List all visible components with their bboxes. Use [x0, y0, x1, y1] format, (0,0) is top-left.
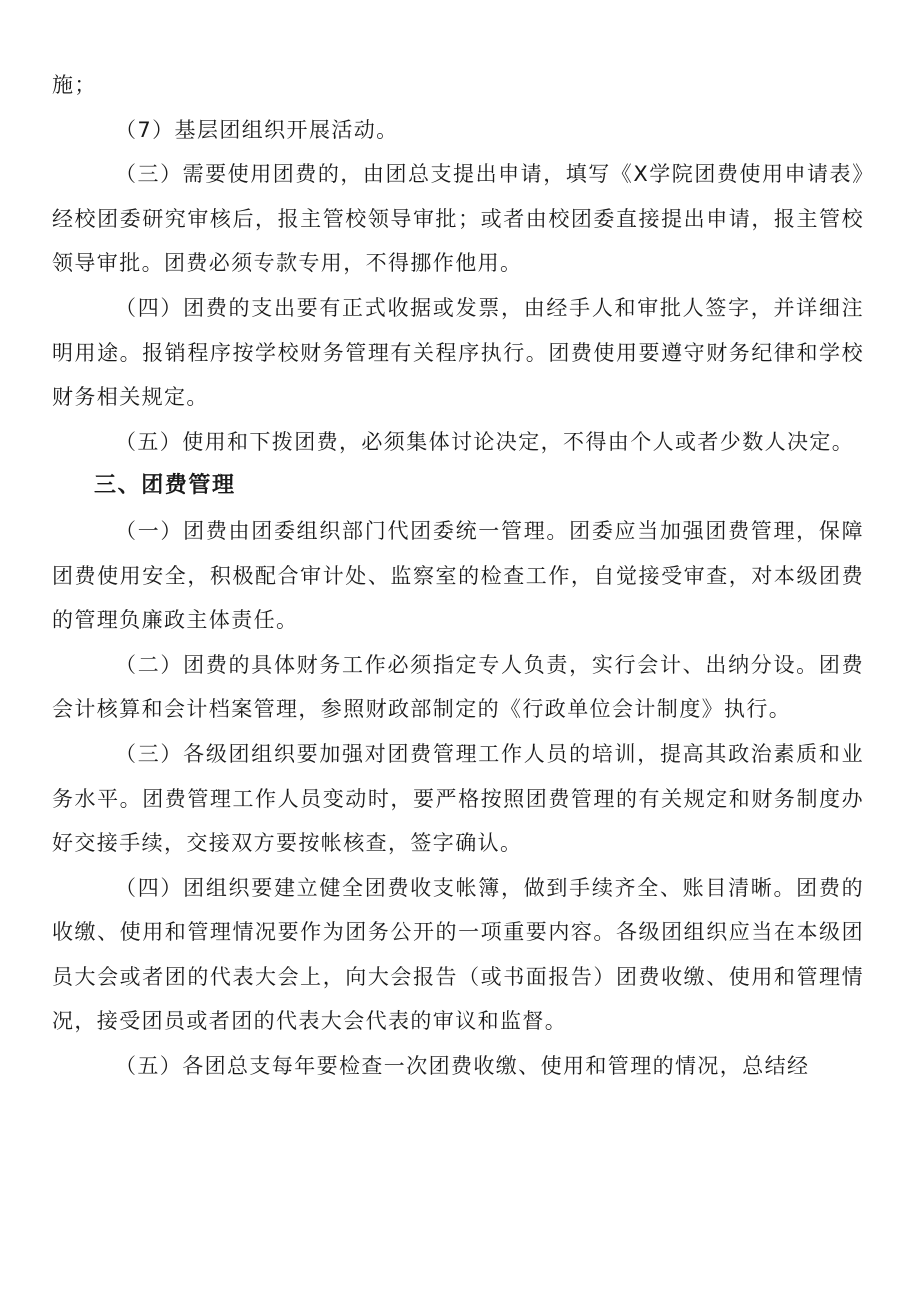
- paragraph-section-4: （四）团费的支出要有正式收据或发票，由经手人和审批人签字，并详细注明用途。报销程序按学校财务管理有关程序执行。团费使用要遵守财务纪律和学校财务相关规定。: [52, 295, 864, 410]
- paragraph-management-1: （一）团费由团委组织部门代团委统一管理。团委应当加强团费管理，保障团费使用安全，积极配合审计处、监察室的检查工作，自觉接受审查，对本级团费的管理负廉政主体责任。: [52, 518, 864, 633]
- paragraph-section-3: （三）需要使用团费的，由团总支提出申请，填写《X学院团费使用申请表》经校团委研究审核后，报主管校领导审批；或者由校团委直接提出申请，报主管校领导审批。团费必须专款专用，不得挪作他用。: [52, 162, 864, 276]
- section-heading-management: 三、团费管理: [94, 473, 236, 499]
- paragraph-continuation: 施；: [52, 73, 97, 97]
- paragraph-section-5: （五）使用和下拨团费，必须集体讨论决定，不得由个人或者少数人决定。: [115, 429, 855, 454]
- paragraph-item-7: （7）基层团组织开展活动。: [115, 117, 399, 142]
- paragraph-management-2: （二）团费的具体财务工作必须指定专人负责，实行会计、出纳分设。团费会计核算和会计档案管理，参照财政部制定的《行政单位会计制度》执行。: [52, 652, 864, 722]
- paragraph-management-3: （三）各级团组织要加强对团费管理工作人员的培训，提高其政治素质和业务水平。团费管理工作人员变动时，要严格按照团费管理的有关规定和财务制度办好交接手续，交接双方要按帐核查，签字确认。: [52, 741, 864, 856]
- paragraph-management-5: （五）各团总支每年要检查一次团费收缴、使用和管理的情况，总结经: [115, 1054, 810, 1079]
- paragraph-management-4: （四）团组织要建立健全团费收支帐簿，做到手续齐全、账目清晰。团费的收缴、使用和管理情况要作为团务公开的一项重要内容。各级团组织应当在本级团员大会或者团的代表大会上，向大会报告（或书面报告）团费收缴、使用和管理情况，接受团员或者团的代表大会代表的审议和监督。: [52, 875, 864, 1034]
- document-body: [52, 63, 864, 1089]
